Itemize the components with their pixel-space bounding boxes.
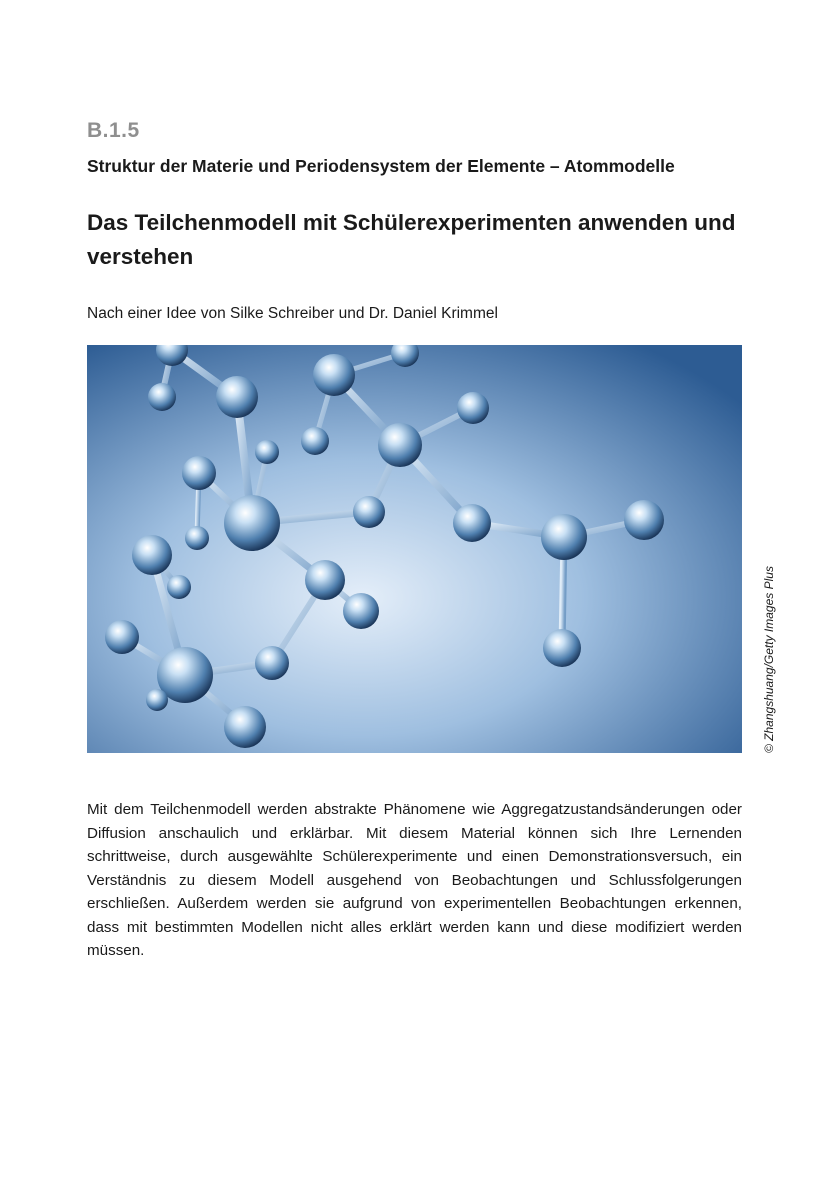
image-credit: © Zhangshuang/Getty Images Plus xyxy=(762,566,776,753)
intro-paragraph: Mit dem Teilchenmodell werden abstrakte Phänomene wie Aggregatzustandsänderungen oder Diffusion anschaulich und erklärbar. Mit diesem Material können sich Ihre Lernenden schrittweise, durch ausgewählte Schülerexperimente und einen Demonstrationsversuch, ein Verständnis zu diesem Modell ausgehend von Beobachtungen und Schlussfolgerungen erschließen. Außerdem werden sie aufgrund von experimentellen Beobachtungen erkennen, dass mit bestimmten Modellen nicht alles erklärt werden kann und diese modifiziert werden müssen. xyxy=(87,801,742,959)
page-title: Das Teilchenmodell mit Schülerexperimenten anwenden und verstehen xyxy=(87,210,736,269)
author-credit: Nach einer Idee von Silke Schreiber und Dr. Daniel Krimmel xyxy=(87,305,498,322)
section-code: B.1.5 xyxy=(87,119,140,142)
section-subtitle: Struktur der Materie und Periodensystem der Elemente – Atommodelle xyxy=(87,156,675,176)
molecule-model-image xyxy=(87,345,742,753)
